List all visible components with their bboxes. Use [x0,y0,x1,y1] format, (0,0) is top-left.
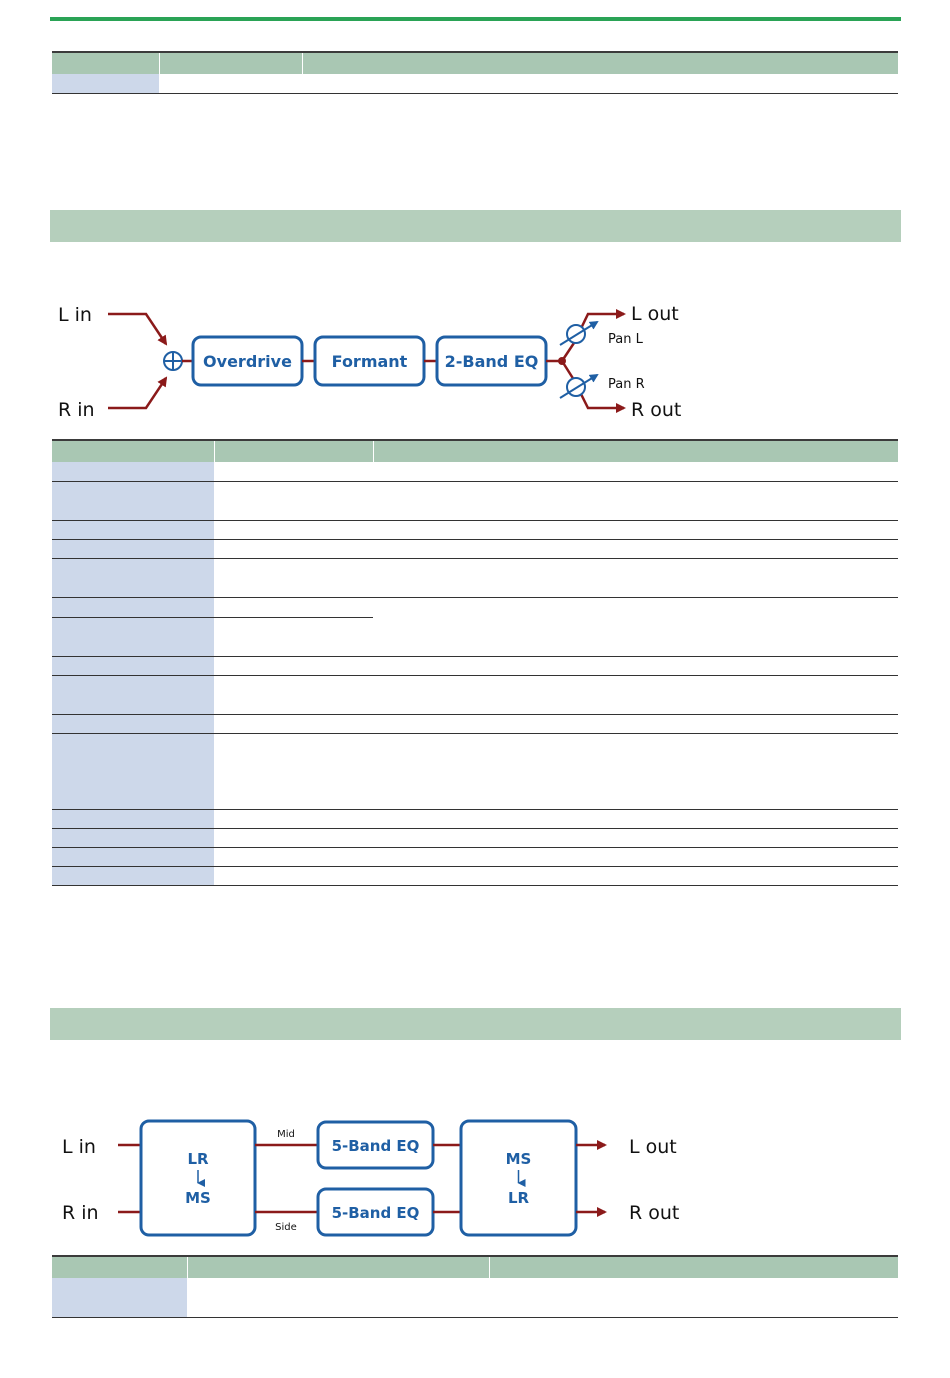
table-row [52,847,898,866]
table-header [52,1256,898,1278]
five-band-eq-mid-label: 5-Band EQ [331,1137,420,1155]
l-in-label: L in [58,304,92,326]
table-row [52,597,898,617]
r-in-label: R in [62,1202,99,1224]
table-row [52,828,898,847]
formant-label: Formant [331,352,408,371]
lr-to-ms-top-label: LR [187,1150,209,1168]
table-row [52,809,898,828]
table-row [52,617,898,656]
l-out-label: L out [629,1136,677,1158]
r-out-label: R out [631,399,682,421]
table-row [52,656,898,675]
table-row [52,481,898,520]
table-row [52,714,898,733]
parameter-table-bottom [52,1255,898,1318]
table-row [52,74,898,93]
l-in-label: L in [62,1136,96,1158]
parameter-table-middle [52,439,898,886]
section-header-bar [50,210,901,242]
table-row [52,1278,898,1317]
r-out-label: R out [629,1202,680,1224]
pan-l-knob-icon [560,322,597,345]
table-header [52,440,898,462]
section-header-bar [50,1008,901,1040]
table-row [52,462,898,481]
pan-r-label: Pan R [608,377,645,392]
table-row [52,520,898,539]
parameter-table-top [52,51,898,94]
signal-flow-diagram-mid-side-eq [0,1115,950,1245]
overdrive-label: Overdrive [203,352,292,371]
two-band-eq-label: 2-Band EQ [444,352,539,371]
table-header [52,52,898,74]
r-in-label: R in [58,399,95,421]
table-row [52,558,898,597]
ms-to-lr-bottom-label: LR [507,1189,530,1207]
lr-to-ms-bottom-label: MS [185,1189,211,1207]
table-row [52,539,898,558]
l-out-label: L out [631,303,679,325]
side-label: Side [275,1222,297,1233]
signal-flow-diagram-overdrive [0,290,950,430]
table-row [52,733,898,809]
mixer-sum-icon [164,352,182,370]
table-row [52,675,898,714]
five-band-eq-side-label: 5-Band EQ [331,1204,420,1222]
mid-label: Mid [277,1129,295,1140]
ms-to-lr-top-label: MS [505,1150,532,1168]
table-row [52,866,898,885]
top-rule [50,17,901,21]
pan-l-label: Pan L [608,332,643,347]
pan-r-knob-icon [560,375,597,398]
